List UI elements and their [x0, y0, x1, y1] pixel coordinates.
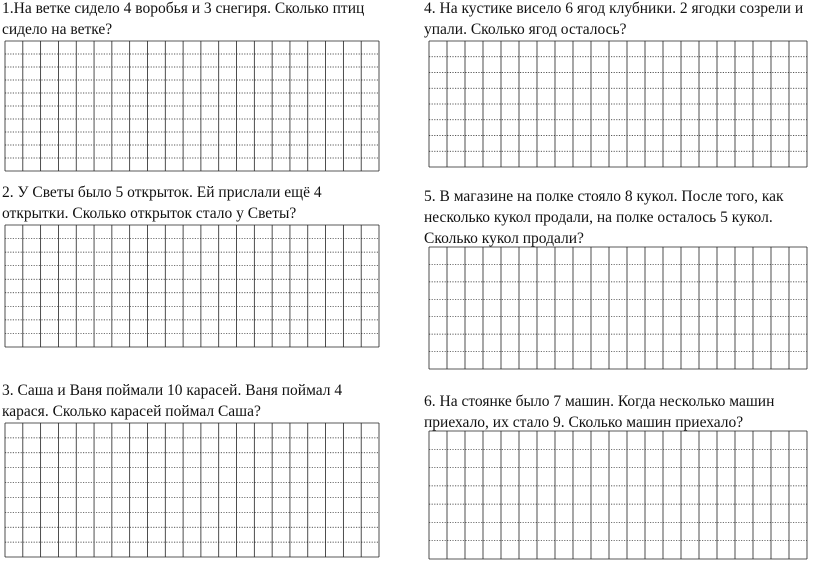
task-3-question: 3. Саша и Ваня поймали 10 карасей. Ваня поймал 4 карася. Сколько карасей поймал Саша? — [2, 382, 343, 420]
task-6-answer-grid[interactable] — [428, 430, 808, 560]
task-6-question: 6. На стоянке было 7 машин. Когда несколько машин приехало, их стало 9. Сколько машин приехало? — [424, 393, 775, 431]
task-5-answer-grid[interactable] — [428, 246, 808, 370]
task-2-answer-grid[interactable] — [4, 224, 380, 348]
task-3-answer-grid[interactable] — [4, 422, 380, 558]
task-2-question: 2. У Светы было 5 открыток. Ей прислали ещё 4 открытки. Сколько открыток стало у Светы? — [2, 184, 322, 222]
task-4-question: 4. На кустике висело 6 ягод клубники. 2 ягодки созрели и упали. Сколько ягод осталось? — [424, 0, 804, 38]
task-1-question: 1.На ветке сидело 4 воробья и 3 снегиря. Сколько птиц сидело на ветке? — [2, 0, 365, 38]
task-1-answer-grid[interactable] — [4, 40, 380, 172]
task-4-answer-grid[interactable] — [428, 40, 808, 168]
task-5-question: 5. В магазине на полке стояло 8 кукол. После того, как несколько кукол продали, на полке осталось 5 кукол. Сколько кукол продали? — [424, 188, 784, 247]
